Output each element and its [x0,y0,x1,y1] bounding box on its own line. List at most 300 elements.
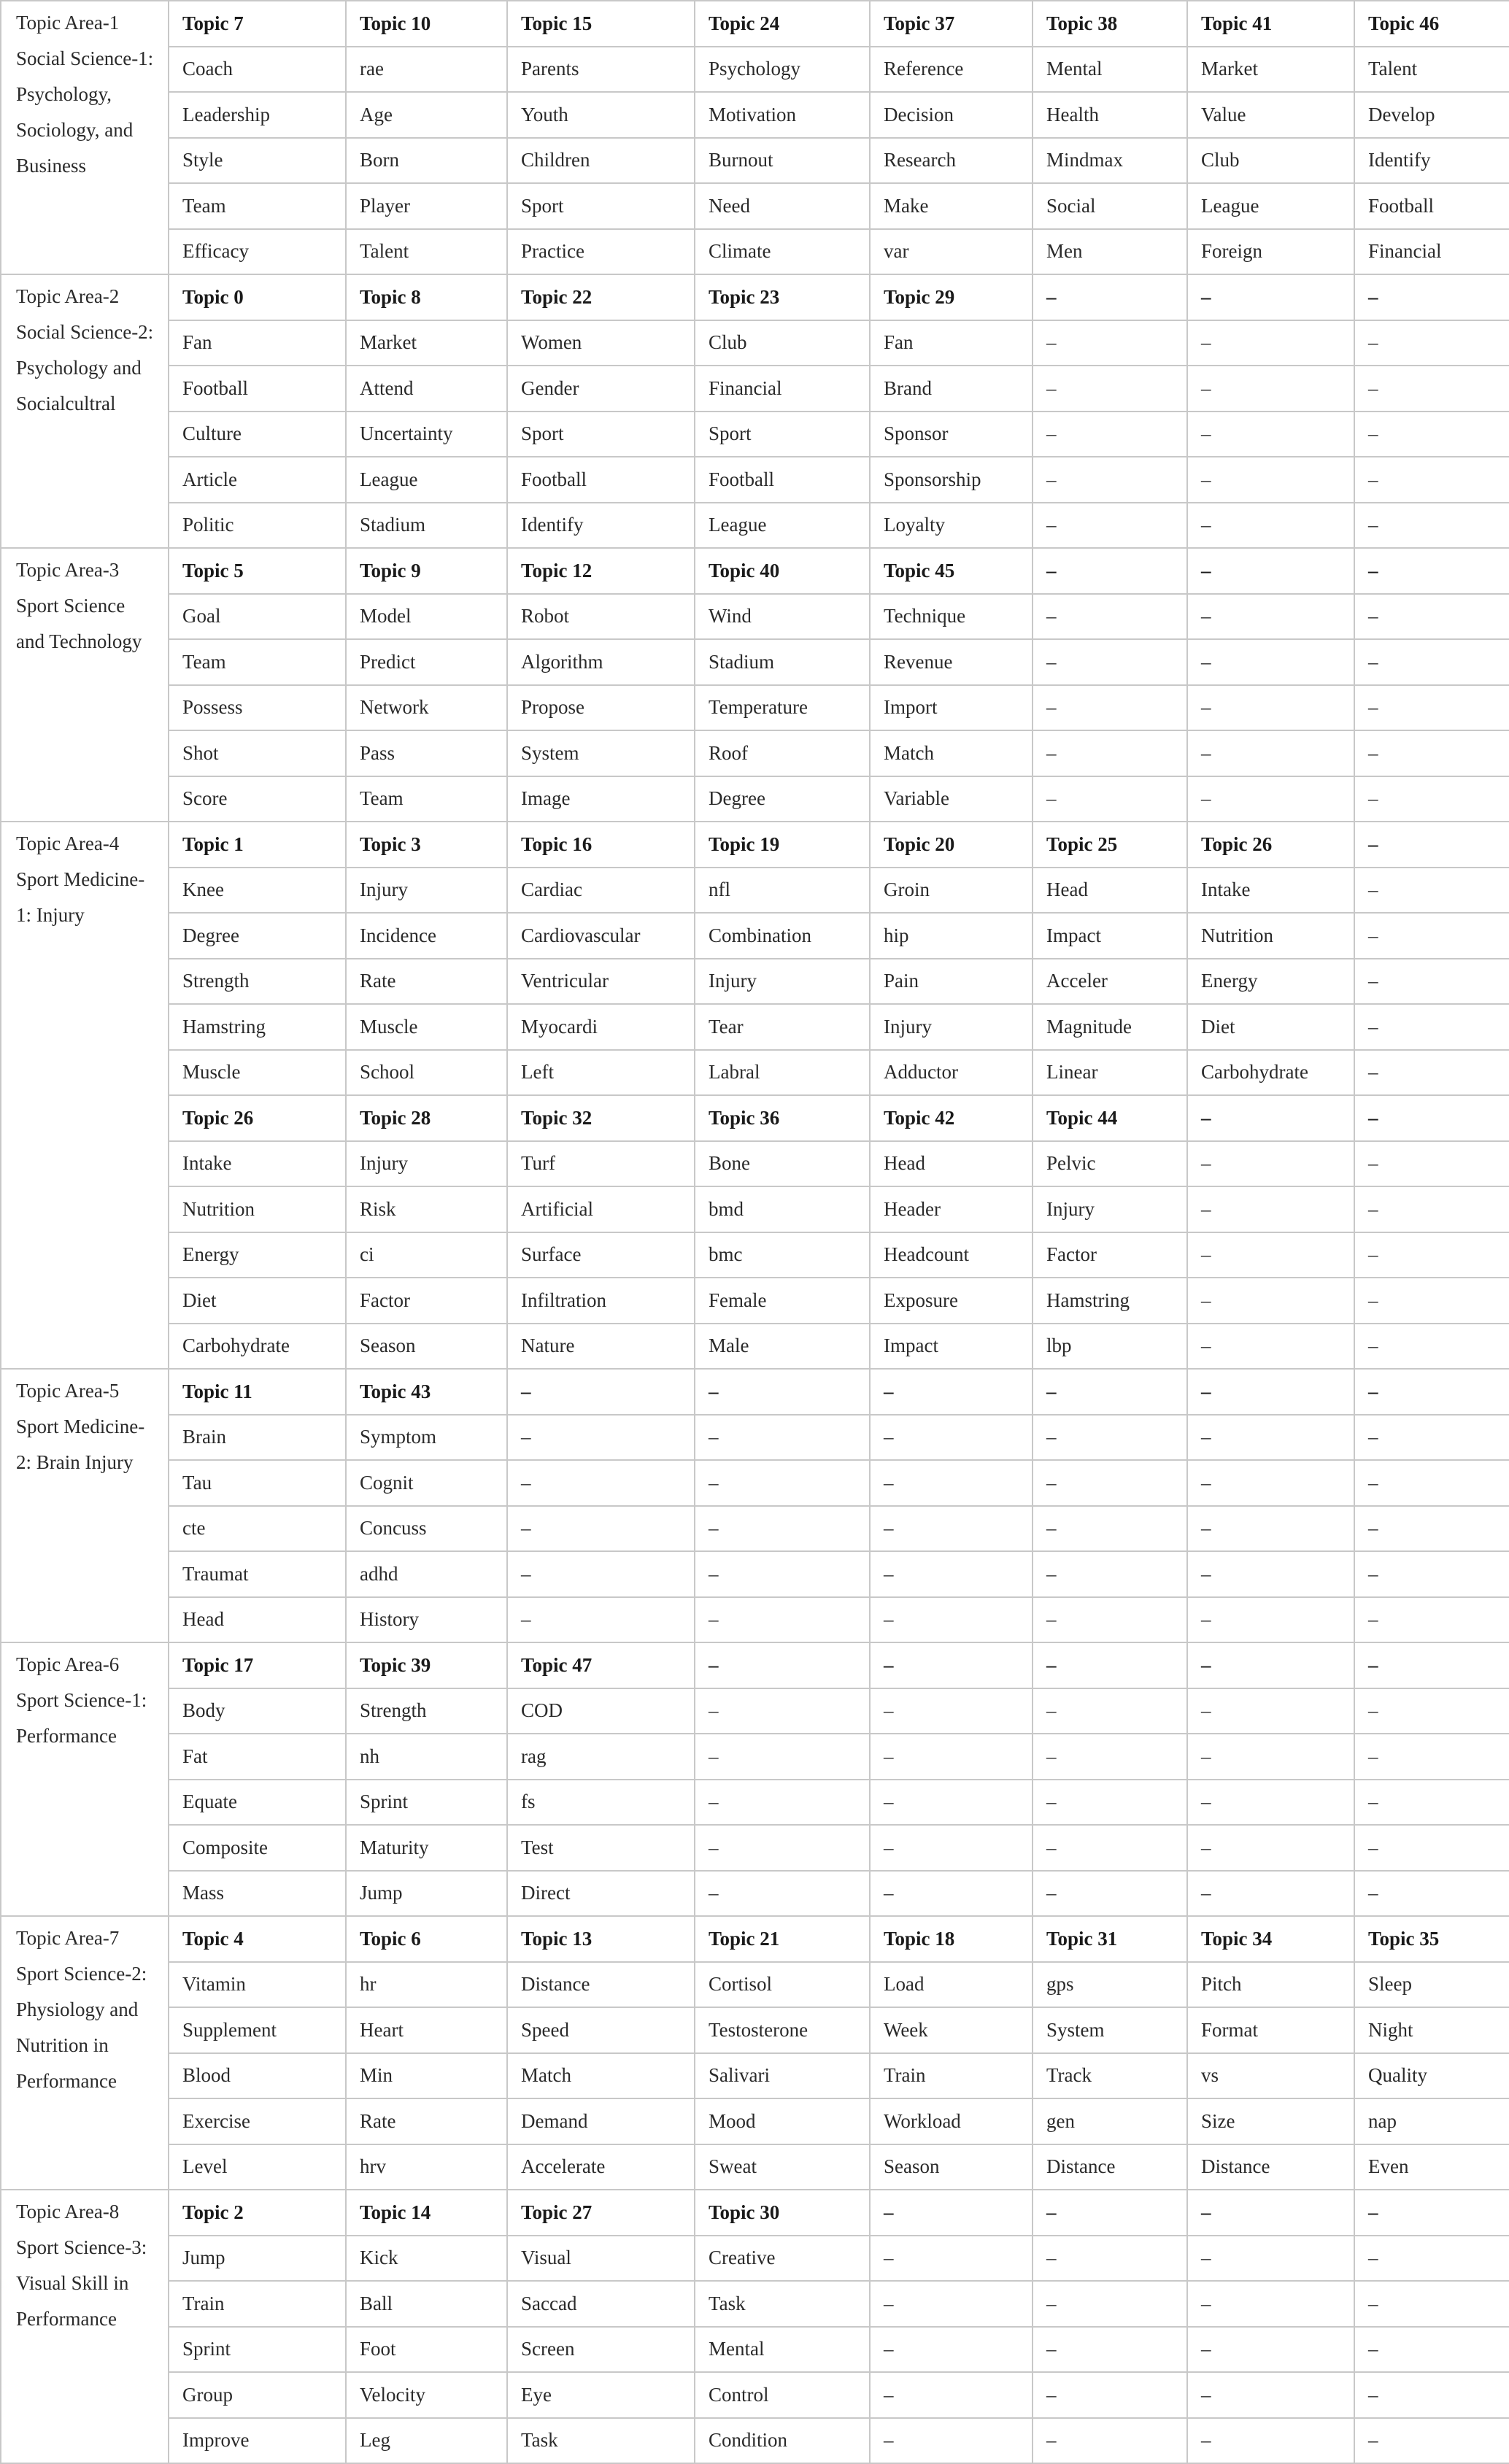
topic-header-cell: – [1187,274,1354,320]
term-cell: Train [169,2281,346,2327]
term-cell: Surface [507,1232,695,1278]
topic-header-cell: – [1354,2190,1509,2236]
topic-header-cell: Topic 29 [870,274,1033,320]
topic-header-cell: – [1033,548,1187,594]
term-cell: Talent [346,229,507,275]
term-cell: – [1354,1551,1509,1597]
term-cell: – [1187,1278,1354,1324]
term-cell: Combination [695,913,870,959]
term-row [1,2327,1509,2373]
topic-area-label: Topic Area-3 Sport Science and Technology [1,548,169,822]
term-cell: Kick [346,2236,507,2282]
term-cell: Demand [507,2098,695,2144]
term-cell: – [870,2372,1033,2418]
term-cell: Mental [1033,47,1187,93]
term-cell: Intake [1187,868,1354,914]
topic-header-row [1,1369,1509,1415]
topic-header-cell: – [1033,1369,1187,1415]
topic-header-cell: Topic 44 [1033,1095,1187,1141]
term-cell: adhd [346,1551,507,1597]
term-cell: – [1033,1597,1187,1643]
term-cell: Traumat [169,1551,346,1597]
term-cell: Team [169,183,346,229]
term-cell: – [1187,685,1354,731]
term-cell: Groin [870,868,1033,914]
term-cell: – [1033,366,1187,412]
topic-header-cell: – [1033,1642,1187,1688]
term-cell: Uncertainty [346,412,507,457]
term-cell: Develop [1354,92,1509,138]
term-cell: Muscle [346,1004,507,1050]
term-cell: Stadium [346,503,507,549]
term-cell: – [507,1551,695,1597]
term-cell: Task [695,2281,870,2327]
term-cell: – [1187,1825,1354,1871]
topic-header-cell: Topic 0 [169,274,346,320]
term-cell: – [1354,2236,1509,2282]
term-row [1,229,1509,275]
term-cell: – [870,2418,1033,2464]
term-cell: Knee [169,868,346,914]
term-row [1,1050,1509,1096]
topic-header-cell: – [1033,274,1187,320]
term-cell: Track [1033,2053,1187,2099]
term-cell: Image [507,776,695,822]
term-cell: – [1354,1415,1509,1461]
topic-header-cell: Topic 22 [507,274,695,320]
term-cell: Control [695,2372,870,2418]
term-cell: Workload [870,2098,1033,2144]
term-cell: – [1187,1415,1354,1461]
term-cell: Club [695,320,870,366]
term-cell: – [1187,503,1354,549]
term-cell: – [1187,1597,1354,1643]
term-cell: – [1033,730,1187,776]
term-cell: – [1033,639,1187,685]
term-cell: Match [870,730,1033,776]
term-cell: Carbohydrate [169,1324,346,1370]
topic-header-cell: – [1187,1095,1354,1141]
term-cell: – [1187,320,1354,366]
term-cell: Pelvic [1033,1141,1187,1187]
term-cell: Eye [507,2372,695,2418]
term-cell: Team [169,639,346,685]
term-cell: – [1187,1688,1354,1734]
term-cell: – [1033,2236,1187,2282]
term-cell: Leadership [169,92,346,138]
term-cell: Tear [695,1004,870,1050]
term-cell: Reference [870,47,1033,93]
term-cell: Team [346,776,507,822]
term-cell: Player [346,183,507,229]
term-cell: – [1354,1688,1509,1734]
term-cell: Condition [695,2418,870,2464]
term-cell: Culture [169,412,346,457]
term-cell: Climate [695,229,870,275]
term-cell: Football [1354,183,1509,229]
term-cell: – [695,1688,870,1734]
term-cell: Distance [1187,2144,1354,2190]
topic-header-cell: Topic 40 [695,548,870,594]
term-row [1,2007,1509,2053]
term-cell: nh [346,1734,507,1780]
term-row [1,1415,1509,1461]
topic-header-cell: Topic 47 [507,1642,695,1688]
term-cell: Rate [346,2098,507,2144]
term-cell: – [870,1871,1033,1917]
term-cell: – [870,1688,1033,1734]
term-cell: Direct [507,1871,695,1917]
term-cell: Turf [507,1141,695,1187]
term-cell: – [695,1597,870,1643]
term-cell: Male [695,1324,870,1370]
term-cell: COD [507,1688,695,1734]
topic-header-cell: Topic 16 [507,822,695,868]
term-cell: – [1354,1871,1509,1917]
topic-header-cell: Topic 27 [507,2190,695,2236]
term-cell: Market [346,320,507,366]
term-row [1,457,1509,503]
topic-header-cell: Topic 5 [169,548,346,594]
term-cell: – [695,1734,870,1780]
term-row [1,913,1509,959]
term-cell: – [1187,2327,1354,2373]
term-cell: – [1187,776,1354,822]
term-cell: rae [346,47,507,93]
term-cell: League [695,503,870,549]
term-cell: Energy [169,1232,346,1278]
term-cell: – [1033,1460,1187,1506]
term-row [1,685,1509,731]
term-cell: Body [169,1688,346,1734]
term-cell: – [1033,1415,1187,1461]
term-cell: Bone [695,1141,870,1187]
term-cell: Temperature [695,685,870,731]
term-cell: Injury [346,868,507,914]
term-cell: Market [1187,47,1354,93]
topic-header-cell: Topic 26 [169,1095,346,1141]
term-cell: Football [507,457,695,503]
term-cell: Group [169,2372,346,2418]
term-cell: Head [169,1597,346,1643]
term-cell: Efficacy [169,229,346,275]
term-cell: – [1354,913,1509,959]
term-cell: lbp [1033,1324,1187,1370]
term-cell: Goal [169,594,346,640]
term-cell: Diet [169,1278,346,1324]
term-cell: Head [1033,868,1187,914]
term-cell: Talent [1354,47,1509,93]
term-cell: Level [169,2144,346,2190]
term-row [1,2098,1509,2144]
term-cell: ci [346,1232,507,1278]
term-cell: – [695,1780,870,1826]
term-cell: Sponsorship [870,457,1033,503]
term-cell: – [507,1506,695,1552]
term-row [1,183,1509,229]
term-cell: bmc [695,1232,870,1278]
topic-header-cell: Topic 18 [870,1916,1033,1962]
term-cell: Make [870,183,1033,229]
term-cell: cte [169,1506,346,1552]
term-cell: Testosterone [695,2007,870,2053]
term-cell: Politic [169,503,346,549]
term-row [1,1780,1509,1826]
term-row [1,2236,1509,2282]
topic-header-row [1,1642,1509,1688]
topic-area-label: Topic Area-4 Sport Medicine-1: Injury [1,822,169,1369]
term-cell: – [695,1460,870,1506]
term-cell: – [695,1825,870,1871]
term-cell: Rate [346,959,507,1005]
table-body [1,1,1509,2463]
term-row [1,2281,1509,2327]
term-cell: Burnout [695,138,870,184]
term-cell: Practice [507,229,695,275]
term-cell: Myocardi [507,1004,695,1050]
topic-header-cell: Topic 41 [1187,1,1354,47]
topic-header-cell: Topic 2 [169,2190,346,2236]
term-row [1,1734,1509,1780]
topic-header-cell: Topic 36 [695,1095,870,1141]
term-cell: Exercise [169,2098,346,2144]
term-cell: Diet [1187,1004,1354,1050]
term-cell: Tau [169,1460,346,1506]
term-cell: – [870,2236,1033,2282]
term-cell: Motivation [695,92,870,138]
topic-header-cell: Topic 19 [695,822,870,868]
topic-header-row [1,2190,1509,2236]
term-cell: hip [870,913,1033,959]
topic-header-cell: – [695,1642,870,1688]
term-cell: – [1354,1460,1509,1506]
term-cell: – [1187,457,1354,503]
term-cell: Health [1033,92,1187,138]
term-cell: – [1354,1141,1509,1187]
term-cell: Jump [346,1871,507,1917]
topic-header-cell: Topic 12 [507,548,695,594]
term-cell: – [1354,503,1509,549]
term-cell: Min [346,2053,507,2099]
term-cell: School [346,1050,507,1096]
term-cell: Screen [507,2327,695,2373]
term-cell: Network [346,685,507,731]
term-row [1,639,1509,685]
term-row [1,1871,1509,1917]
term-cell: – [1354,594,1509,640]
term-cell: League [1187,183,1354,229]
term-cell: Financial [1354,229,1509,275]
term-cell: Model [346,594,507,640]
topic-header-cell: Topic 20 [870,822,1033,868]
term-cell: Pass [346,730,507,776]
term-cell: – [870,1460,1033,1506]
term-cell: – [870,1780,1033,1826]
term-row [1,1506,1509,1552]
term-cell: – [1354,1324,1509,1370]
term-cell: Muscle [169,1050,346,1096]
term-cell: – [507,1460,695,1506]
term-cell: Cortisol [695,1962,870,2008]
term-cell: – [1187,1232,1354,1278]
term-cell: – [1354,1597,1509,1643]
term-cell: – [1354,776,1509,822]
term-cell: Night [1354,2007,1509,2053]
term-cell: Leg [346,2418,507,2464]
term-row [1,594,1509,640]
term-cell: Heart [346,2007,507,2053]
term-cell: – [1187,1734,1354,1780]
term-cell: Blood [169,2053,346,2099]
term-row [1,1324,1509,1370]
term-cell: Pitch [1187,1962,1354,2008]
term-cell: – [695,1415,870,1461]
term-cell: – [1354,1734,1509,1780]
term-cell: – [1033,1506,1187,1552]
term-cell: – [1187,1551,1354,1597]
term-cell: Score [169,776,346,822]
term-cell: Identify [1354,138,1509,184]
term-cell: Technique [870,594,1033,640]
term-cell: Distance [1033,2144,1187,2190]
term-cell: – [695,1871,870,1917]
term-cell: Magnitude [1033,1004,1187,1050]
term-cell: var [870,229,1033,275]
term-cell: Coach [169,47,346,93]
term-cell: Header [870,1186,1033,1232]
term-cell: Sleep [1354,1962,1509,2008]
topic-area-label: Topic Area-6 Sport Science-1: Performance [1,1642,169,1916]
term-row [1,2144,1509,2190]
term-row [1,1460,1509,1506]
term-cell: Parents [507,47,695,93]
topic-header-cell: – [870,1642,1033,1688]
term-row [1,1962,1509,2008]
term-cell: – [1033,457,1187,503]
term-cell: Decision [870,92,1033,138]
term-cell: – [1187,1141,1354,1187]
term-cell: – [507,1415,695,1461]
term-cell: Women [507,320,695,366]
topic-header-cell: Topic 1 [169,822,346,868]
topic-header-cell: – [1187,1369,1354,1415]
topic-header-cell: – [1187,548,1354,594]
topic-header-cell: Topic 39 [346,1642,507,1688]
term-row [1,1278,1509,1324]
topic-header-cell: Topic 26 [1187,822,1354,868]
term-cell: – [1354,685,1509,731]
term-cell: – [1187,1871,1354,1917]
topic-area-label: Topic Area-5 Sport Medicine-2: Brain Injury [1,1369,169,1642]
term-cell: – [1187,412,1354,457]
term-cell: – [1354,1232,1509,1278]
term-cell: Match [507,2053,695,2099]
topic-header-cell: Topic 37 [870,1,1033,47]
term-cell: Pain [870,959,1033,1005]
term-cell: Supplement [169,2007,346,2053]
topic-header-cell: Topic 10 [346,1,507,47]
term-cell: Head [870,1141,1033,1187]
term-cell: Psychology [695,47,870,93]
term-cell: – [1354,730,1509,776]
term-row [1,366,1509,412]
term-cell: Sprint [169,2327,346,2373]
topic-area-label: Topic Area-8 Sport Science-3: Visual Skill in Performance [1,2190,169,2463]
term-cell: Degree [695,776,870,822]
term-cell: Research [870,138,1033,184]
topic-header-cell: Topic 21 [695,1916,870,1962]
term-cell: Risk [346,1186,507,1232]
topic-header-cell: Topic 11 [169,1369,346,1415]
term-cell: Adductor [870,1050,1033,1096]
term-cell: Injury [695,959,870,1005]
term-cell: – [1033,1688,1187,1734]
term-cell: – [1033,1734,1187,1780]
term-cell: – [1033,1871,1187,1917]
term-cell: – [1354,1278,1509,1324]
term-cell: Acceler [1033,959,1187,1005]
term-cell: Strength [169,959,346,1005]
term-row [1,2372,1509,2418]
term-cell: Infiltration [507,1278,695,1324]
term-cell: Mental [695,2327,870,2373]
term-cell: – [1354,366,1509,412]
term-cell: Value [1187,92,1354,138]
term-cell: – [1187,366,1354,412]
term-cell: Mass [169,1871,346,1917]
topic-header-cell: Topic 3 [346,822,507,868]
term-cell: – [1033,503,1187,549]
term-cell: – [1354,2327,1509,2373]
term-cell: – [1033,2418,1187,2464]
topic-header-row [1,1095,1509,1141]
topic-header-cell: – [1354,1095,1509,1141]
term-cell: System [1033,2007,1187,2053]
term-row [1,1825,1509,1871]
term-cell: Factor [1033,1232,1187,1278]
topic-header-cell: Topic 9 [346,548,507,594]
term-cell: Style [169,138,346,184]
term-cell: gps [1033,1962,1187,2008]
term-cell: Size [1187,2098,1354,2144]
term-cell: fs [507,1780,695,1826]
term-cell: Season [346,1324,507,1370]
term-row [1,138,1509,184]
term-cell: Football [169,366,346,412]
term-cell: Female [695,1278,870,1324]
term-cell: Test [507,1825,695,1871]
term-row [1,320,1509,366]
term-cell: – [1187,1460,1354,1506]
term-cell: Sport [695,412,870,457]
term-cell: Article [169,457,346,503]
term-cell: Strength [346,1688,507,1734]
term-cell: rag [507,1734,695,1780]
term-cell: Hamstring [1033,1278,1187,1324]
topic-header-cell: Topic 32 [507,1095,695,1141]
term-row [1,1004,1509,1050]
term-cell: Composite [169,1825,346,1871]
term-cell: Quality [1354,2053,1509,2099]
term-cell: Jump [169,2236,346,2282]
term-cell: Sweat [695,2144,870,2190]
term-cell: Symptom [346,1415,507,1461]
term-cell: System [507,730,695,776]
term-row [1,1597,1509,1643]
topic-header-row [1,1916,1509,1962]
term-cell: Loyalty [870,503,1033,549]
term-cell: – [1187,2372,1354,2418]
